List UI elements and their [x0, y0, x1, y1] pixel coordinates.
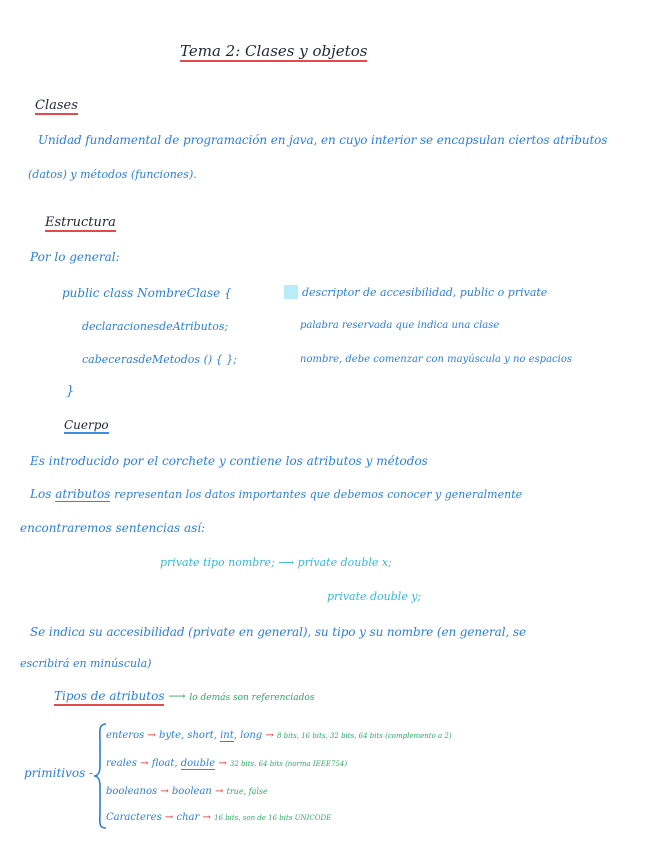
cuerpo-line-2 [30, 488, 522, 500]
clases-line-1: Unidad fundamental de programación en java, en cuyo interior se encapsulan ciertos atributos [38, 133, 608, 147]
arrow-icon: ⟶ [168, 689, 186, 703]
code-line-closing-brace: } [66, 384, 75, 399]
tipo-underlined: double [180, 758, 216, 769]
heading-cuerpo: Cuerpo [64, 418, 109, 432]
tipo-note: true, false [226, 787, 268, 796]
tipo-label: booleanos [106, 786, 158, 797]
arrow-icon: → [140, 758, 149, 769]
cuerpo-line-2-start: Los [30, 487, 52, 501]
tipo-note: 8 bits, 16 bits, 32 bits, 64 bits (complemento a 2) [276, 732, 452, 740]
note-nombre: nombre, debe comenzar con mayúscula y no espacios [300, 354, 572, 365]
tipo-row-reales [106, 759, 347, 769]
tipo-types: byte, short, [159, 730, 217, 741]
cuerpo-line-4: Se indica su accesibilidad (private en general), su tipo y su nombre (en general, se [30, 625, 526, 639]
heading-tipos: Tipos de atributos [54, 689, 164, 706]
tipo-note: 16 bits, son de 16 bits UNICODE [214, 814, 332, 822]
arrow-icon: ⟶ [278, 556, 295, 569]
cuerpo-line-5: escribirá en minúscula) [20, 657, 152, 670]
cuerpo-line-3: encontraremos sentencias así: [20, 521, 206, 535]
tipo-types: char [176, 812, 200, 823]
tipo-types: float, [151, 758, 178, 769]
arrow-icon: → [160, 786, 169, 797]
clases-line-2: (datos) y métodos (funciones). [28, 168, 197, 181]
arrow-icon: → [215, 786, 224, 797]
arrow-icon: → [265, 730, 274, 741]
example-1-left: private tipo nombre; [160, 556, 275, 569]
cuerpo-line-1: Es introducido por el corchete y contiene los atributos y métodos [30, 454, 428, 468]
highlight-swatch [284, 285, 298, 299]
arrow-icon: → [218, 758, 227, 769]
primitivos-label [24, 767, 93, 779]
code-line-methods: cabecerasdeMetodos () { }; [82, 353, 237, 366]
page-title: Tema 2: Clases y objetos [180, 42, 368, 60]
arrow-icon: → [164, 812, 174, 823]
tipo-note: 32 bits, 64 bits (norma IEEE754) [229, 760, 348, 768]
tipos-heading-note: lo demás son referenciados [189, 693, 315, 703]
tipo-row-caracteres [106, 813, 331, 823]
example-1-right: private double x; [297, 556, 392, 569]
tipos-heading-row [54, 690, 314, 703]
tipo-label: reales [106, 758, 137, 769]
tipo-label: enteros [106, 730, 145, 741]
tipo-types: boolean [171, 786, 212, 797]
note-accesibilidad: descriptor de accesibilidad, public o private [302, 286, 548, 299]
tipo-row-enteros [106, 731, 452, 741]
estructura-intro: Por lo general: [30, 250, 120, 264]
cuerpo-line-2-end: representan los datos importantes que debemos conocer y generalmente [114, 488, 523, 501]
tipo-row-booleanos [106, 787, 268, 797]
example-2: private double y; [327, 590, 422, 603]
atributos-word: atributos [55, 487, 111, 501]
primitivos-text: primitivos [24, 766, 86, 780]
tipo-rest: , long [233, 730, 263, 741]
note-palabra-reservada: palabra reservada que indica una clase [300, 320, 500, 331]
tipo-label: Caracteres [106, 812, 162, 823]
arrow-icon: → [147, 730, 156, 741]
primitivos-dash: - [89, 766, 94, 780]
code-line-class-declaration [62, 287, 232, 299]
tipo-underlined: int [220, 730, 234, 741]
heading-estructura: Estructura [45, 215, 116, 230]
heading-clases: Clases [35, 98, 78, 113]
code-line-attributes: declaracionesdeAtributos; [82, 320, 229, 333]
code-line-1: public class NombreClase { [62, 286, 232, 300]
arrow-icon: → [202, 812, 211, 823]
example-1 [160, 557, 392, 568]
